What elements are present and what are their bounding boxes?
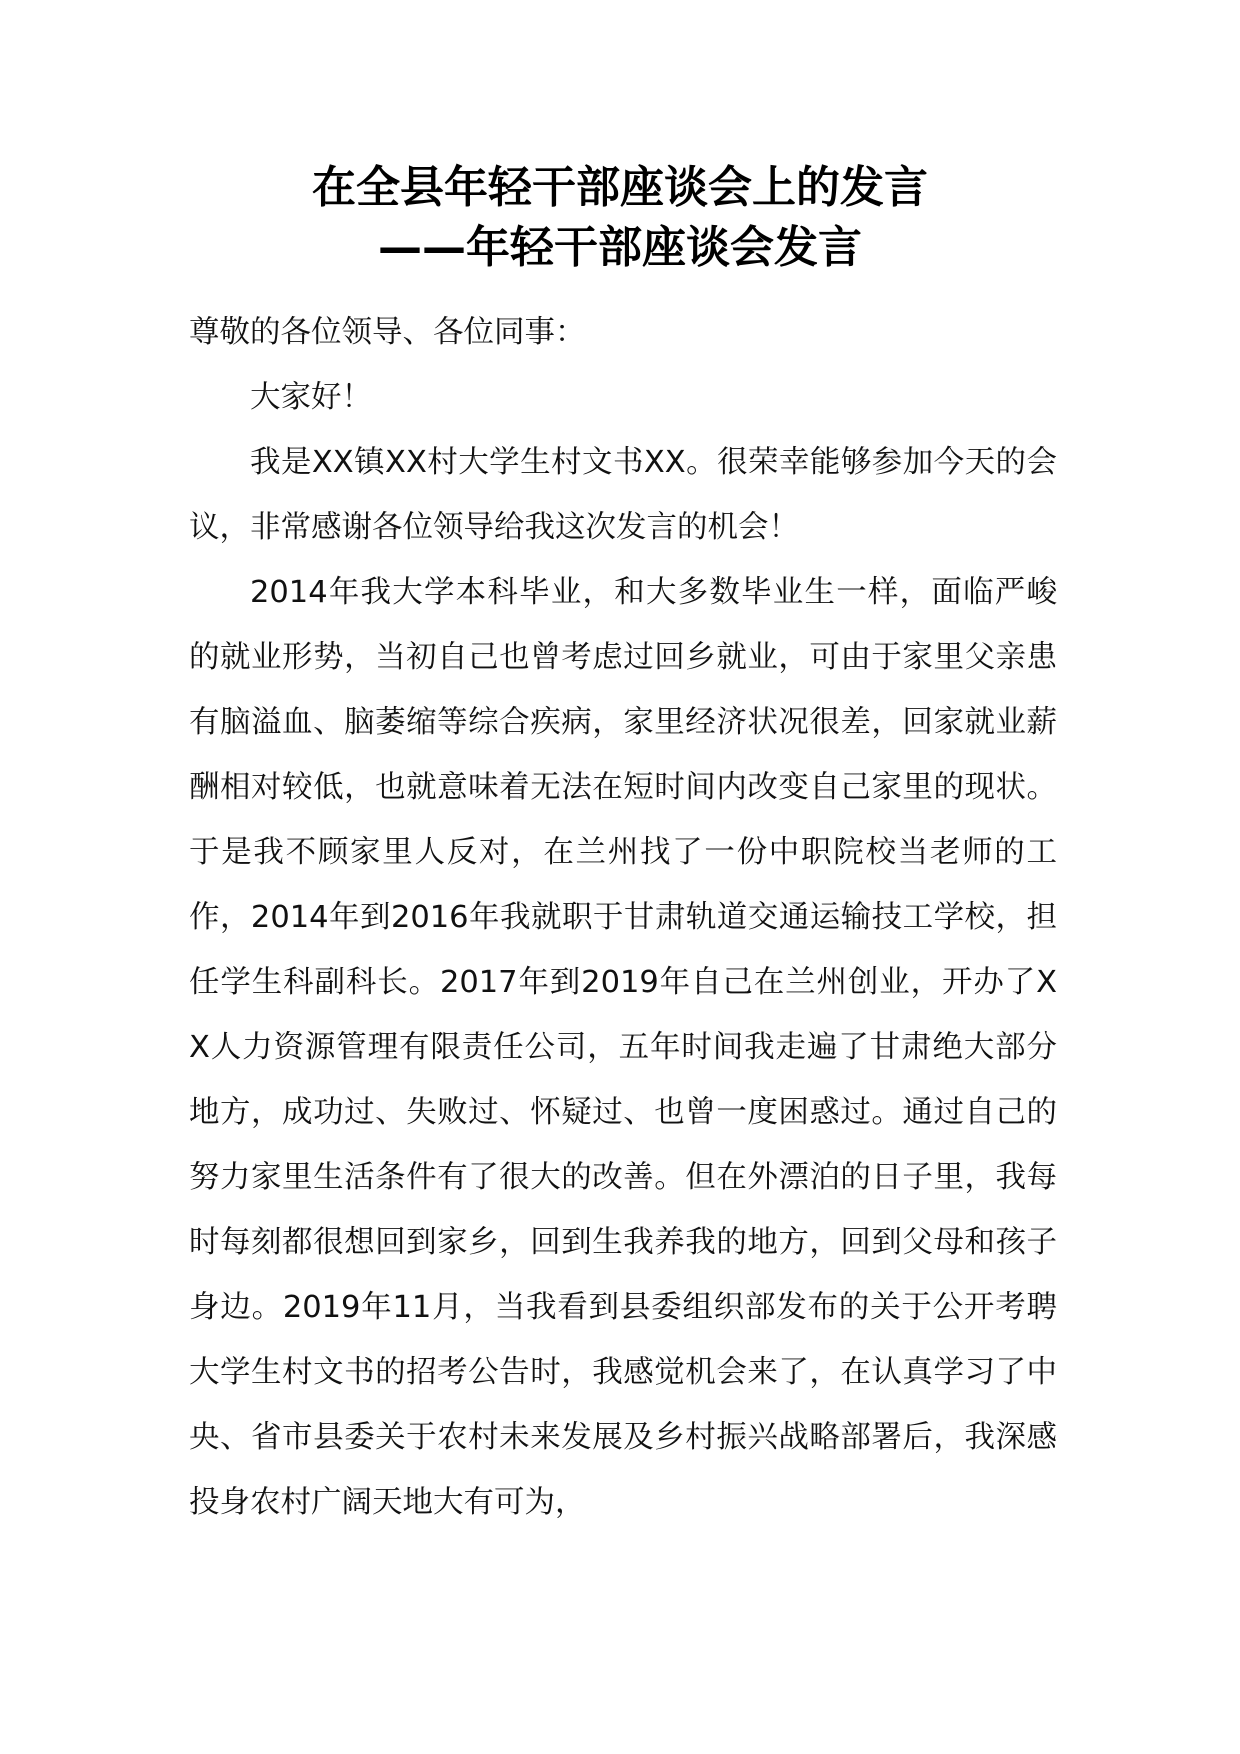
- body-paragraph: 我是XX镇XX村大学生村文书XX。很荣幸能够参加今天的会议，非常感谢各位领导给我这次发言的机会！: [189, 445, 1057, 545]
- document-title: 在全县年轻干部座谈会上的发言: [312, 162, 928, 213]
- body-paragraph: 2014年我大学本科毕业，和大多数毕业生一样，面临严峻的就业形势，当初自己也曾考虑过回乡就业，可由于家里父亲患有脑溢血、脑萎缩等综合疾病，家里经济状况很差，回家就业薪酬相对较低，也就意味着无法在短时间内改变自己家里的现状。于是我不顾家里人反对，在兰州找了一份中职院校当老师的工作，2014年到2016年我就职于甘肃轨道交通运输技工学校，担任学生科副科长。2017年到2019年自己在兰州创业，开办了XX人力资源管理有限责任公司，五年时间我走遍了甘肃绝大部分地方，成功过、失败过、怀疑过、也曾一度困惑过。通过自己的努力家里生活条件有了很大的改善。但在外漂泊的日子里，我每时每刻都很想回到家乡，回到生我养我的地方，回到父母和孩子身边。2019年11月，当我看到县委组织部发布的关于公开考聘大学生村文书的招考公告时，我感觉机会来了，在认真学习了中央、省市县委关于农村未来发展及乡村振兴战略部署后，我深感投身农村广阔天地大有可为，: [189, 575, 1057, 1520]
- document-body: [189, 300, 1057, 1535]
- salutation: 尊敬的各位领导、各位同事：: [189, 315, 586, 350]
- document-subtitle: ——年轻干部座谈会发言: [378, 222, 862, 273]
- greeting: 大家好！: [250, 380, 372, 415]
- title-block: [0, 158, 1240, 278]
